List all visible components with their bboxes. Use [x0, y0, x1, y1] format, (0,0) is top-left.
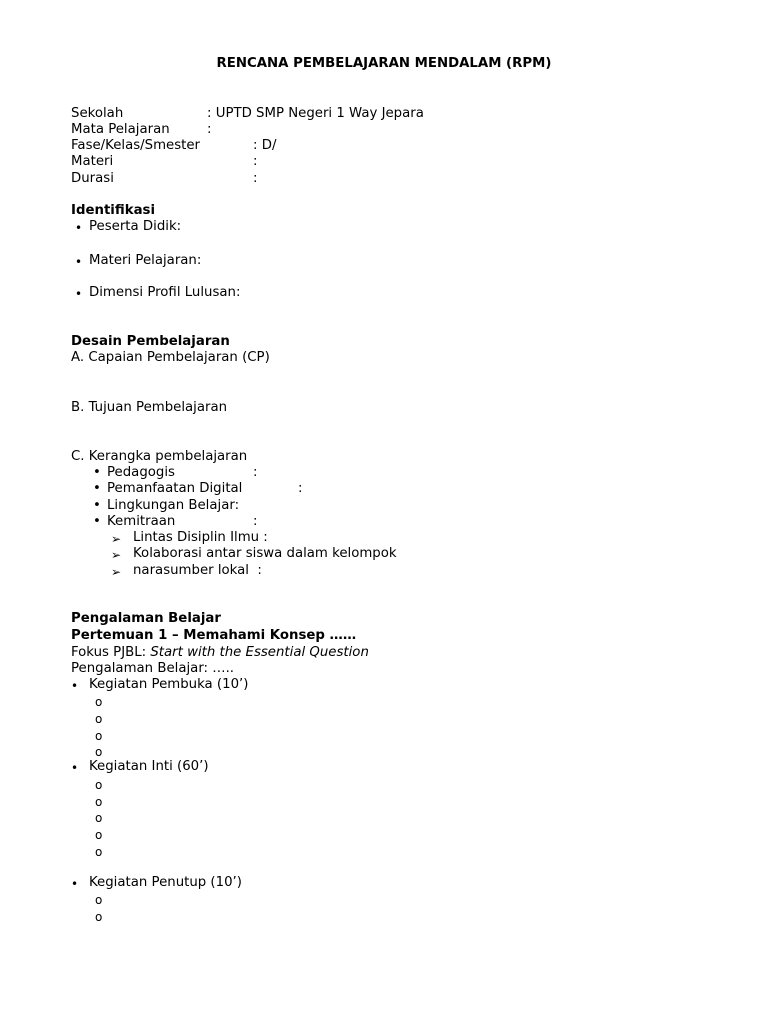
identifikasi-item: Peserta Didik: — [89, 219, 182, 234]
arrow-bullet-icon: ➢ — [111, 565, 122, 579]
kemitraan-item: narasumber lokal : — [133, 563, 262, 578]
arrow-bullet-icon: ➢ — [111, 548, 122, 562]
kerangka-item-label: Pemanfaatan Digital — [107, 481, 243, 496]
fokus-value: Start with the Essential Question — [150, 645, 369, 660]
fokus-label: Fokus PJBL: — [71, 645, 151, 660]
fokus-pjbl — [71, 645, 369, 661]
kemitraan-item: Lintas Disiplin Ilmu : — [133, 530, 268, 545]
bullet-icon: • — [75, 221, 83, 235]
kerangka-item-label: Kemitraan — [107, 514, 176, 529]
pengalaman-heading: Pengalaman Belajar — [71, 611, 221, 626]
identifikasi-item: Materi Pelajaran: — [89, 253, 202, 268]
kemitraan-item: Kolaborasi antar siswa dalam kelompok — [133, 546, 397, 561]
kerangka-item-label: Lingkungan Belajar: — [107, 498, 240, 513]
circle-bullet-icon: o — [95, 712, 103, 726]
field-sekolah-value: : UPTD SMP Negeri 1 Way Jepara — [207, 106, 424, 121]
field-durasi-label: Durasi — [71, 171, 114, 186]
capaian-pembelajaran: A. Capaian Pembelajaran (CP) — [71, 350, 270, 365]
arrow-bullet-icon: ➢ — [111, 532, 122, 546]
pertemuan-heading: Pertemuan 1 – Memahami Konsep …… — [71, 628, 357, 643]
circle-bullet-icon: o — [95, 795, 103, 809]
bullet-icon: • — [93, 498, 101, 513]
bullet-icon: • — [71, 877, 79, 891]
circle-bullet-icon: o — [95, 910, 103, 924]
pengalaman-line: Pengalaman Belajar: ….. — [71, 661, 235, 676]
bullet-icon: • — [93, 514, 101, 529]
document-title: RENCANA PEMBELAJARAN MENDALAM (RPM) — [216, 56, 552, 71]
circle-bullet-icon: o — [95, 828, 103, 842]
circle-bullet-icon: o — [95, 729, 103, 743]
desain-heading: Desain Pembelajaran — [71, 334, 230, 349]
bullet-icon: • — [93, 481, 101, 496]
field-mapel-label: Mata Pelajaran — [71, 122, 170, 137]
field-mapel-value: : — [207, 122, 212, 137]
bullet-icon: • — [71, 761, 79, 775]
tujuan-pembelajaran: B. Tujuan Pembelajaran — [71, 400, 228, 415]
field-materi-label: Materi — [71, 154, 114, 169]
kerangka-item-label: Pedagogis — [107, 465, 175, 480]
circle-bullet-icon: o — [95, 745, 103, 759]
bullet-icon: • — [75, 287, 83, 301]
kegiatan-label: Kegiatan Pembuka (10’) — [89, 677, 249, 692]
bullet-icon: • — [93, 465, 101, 480]
field-durasi-value: : — [253, 171, 258, 186]
field-fase-label: Fase/Kelas/Smester — [71, 138, 201, 153]
circle-bullet-icon: o — [95, 695, 103, 709]
field-sekolah-label: Sekolah — [71, 106, 124, 121]
circle-bullet-icon: o — [95, 778, 103, 792]
kerangka-pembelajaran: C. Kerangka pembelajaran — [71, 449, 248, 464]
field-materi-value: : — [253, 154, 258, 169]
identifikasi-item: Dimensi Profil Lulusan: — [89, 285, 241, 300]
kerangka-item-sep: : — [298, 481, 303, 496]
kerangka-item-sep: : — [253, 465, 258, 480]
bullet-icon: • — [71, 679, 79, 693]
circle-bullet-icon: o — [95, 811, 103, 825]
kerangka-item-sep: : — [253, 514, 258, 529]
field-fase-value: : D/ — [253, 138, 277, 153]
circle-bullet-icon: o — [95, 845, 103, 859]
kegiatan-label: Kegiatan Inti (60’) — [89, 759, 209, 774]
kegiatan-label: Kegiatan Penutup (10’) — [89, 875, 242, 890]
identifikasi-heading: Identifikasi — [71, 203, 156, 218]
circle-bullet-icon: o — [95, 893, 103, 907]
bullet-icon: • — [75, 255, 83, 269]
